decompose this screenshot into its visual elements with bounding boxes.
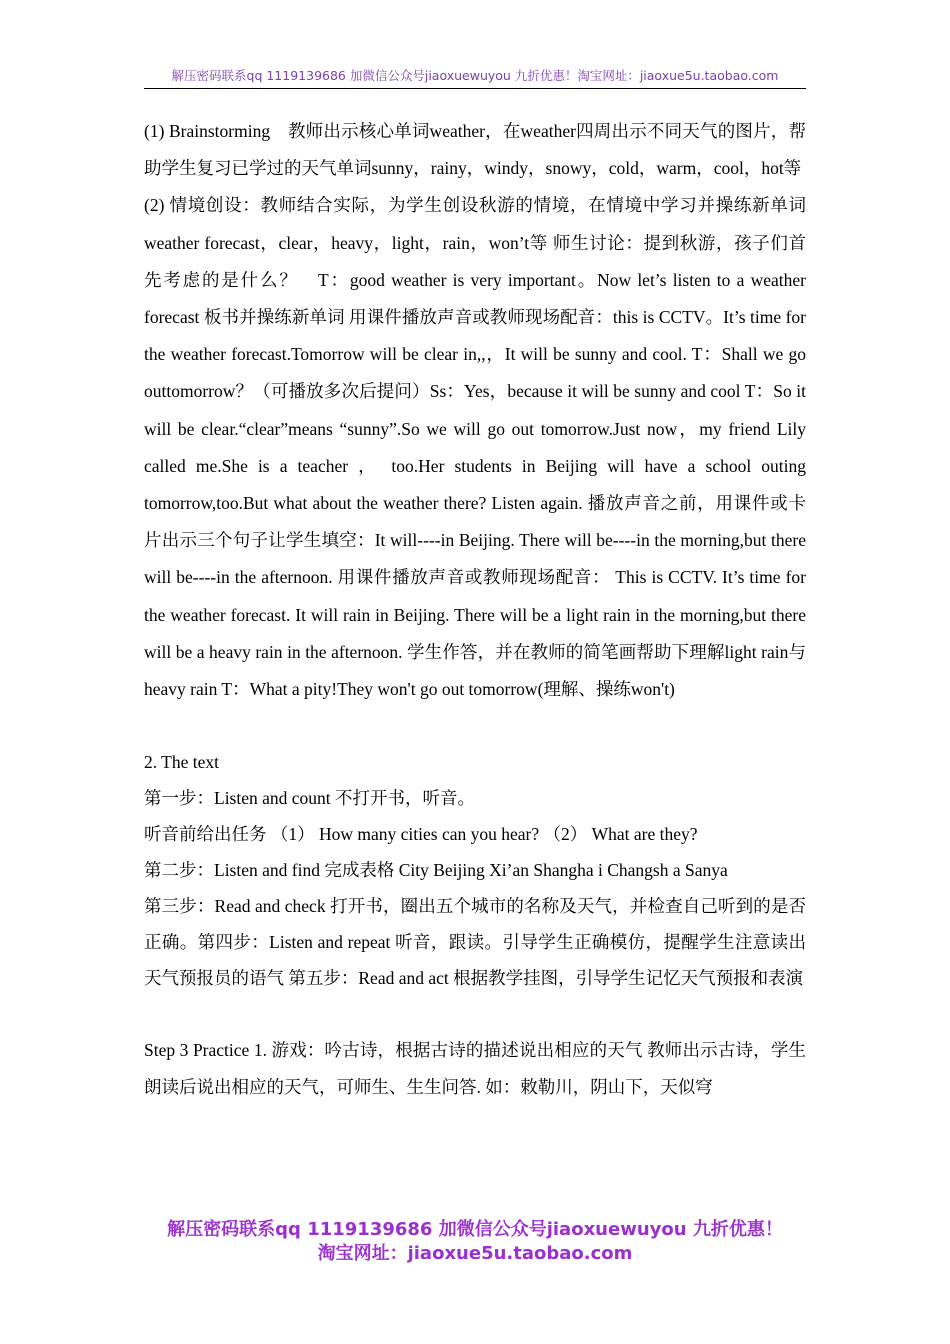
footer-shop-line: 淘宝网址：jiaoxue5u.taobao.com [317, 1243, 633, 1264]
brainstorming-paragraph: (1) Brainstorming 教师出示核心单词weather，在weather四周出示不同天气的图片，帮助学生复习已学过的天气单词sunny，rainy，windy，snowy，cold，warm，cool，hot等 [144, 121, 806, 179]
spacer [144, 708, 806, 744]
step-one: 第一步：Listen and count 不打开书，听音。 [144, 788, 476, 809]
text-section-title: 2. The text [144, 752, 220, 773]
document-body [144, 113, 806, 1107]
footer-contact-line: 解压密码联系qq 1119139686 加微信公众号jiaoxuewuyou 九折优惠！ [167, 1219, 783, 1240]
practice-paragraph: Step 3 Practice 1. 游戏：吟古诗，根据古诗的描述说出相应的天气 教师出示古诗，学生朗读后说出相应的天气，可师生、生生问答. 如：敕勒川，阴山下，天似穹 [144, 1040, 806, 1098]
spacer [144, 996, 806, 1032]
listening-task: 听音前给出任务 （1） How many cities can you hear? （2） What are they? [144, 824, 698, 845]
situation-paragraph: (2) 情境创设：教师结合实际，为学生创设秋游的情境，在情境中学习并操练新单词weather forecast，clear，heavy，light，rain，won’t等 师生讨论：提到秋游，孩子们首先考虑的是什么？ T：good weather is very important。Now let’s listen to a weather forecast 板书并操练新单词 用课件播放声音或教师现场配音：this is CCTV。It’s time for the weather forecast.Tomorrow will be clear in,,，It will be sunny and cool. T：Shall we go outtomorrow？（可播放多次后提问）Ss：Yes，because it will be sunny and cool T：So it will be clear.“clear”means “sunny”.So we will go out tomorrow.Just now，my friend Lily called me.She is a teacher ， too.Her students in Beijing will have a school outing tomorrow,too.But what about the weather there? Listen again. 播放声音之前，用课件或卡片出示三个句子让学生填空：It will----in Beijing. There will be----in the morning,but there will be----in the afternoon. 用课件播放声音或教师现场配音： This is CCTV. It’s time for the weather forecast. It will rain in Beijing. There will be a light rain in the morning,but there will be a heavy rain in the afternoon. 学生作答，并在教师的简笔画帮助下理解light rain与heavy rain T：What a pity!They won't go out tomorrow(理解、操练won't) [144, 195, 806, 700]
step-three-to-five: 第三步：Read and check 打开书，圈出五个城市的名称及天气，并检查自己听到的是否正确。第四步：Listen and repeat 听音，跟读。引导学生正确模仿，提醒学生注意读出天气预报员的语气 第五步：Read and act 根据教学挂图，引导学生记忆天气预报和表演 [144, 896, 806, 989]
step-two: 第二步：Listen and find 完成表格 City Beijing Xi’an Shangha i Changsh a Sanya [144, 860, 728, 881]
page-header: 解压密码联系qq 1119139686 加微信公众号jiaoxuewuyou 九折优惠！淘宝网址：jiaoxue5u.taobao.com [144, 66, 806, 89]
page-footer [144, 1218, 806, 1266]
